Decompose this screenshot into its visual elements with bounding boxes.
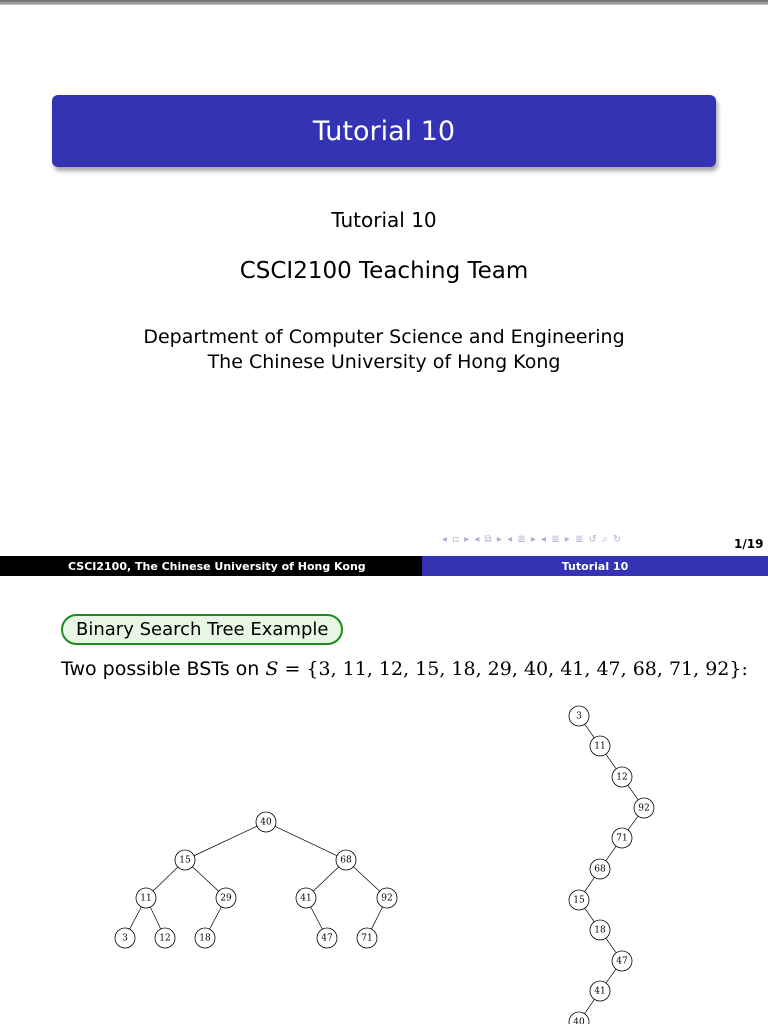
skewed-bst-node-label: 92 [638,803,650,814]
skewed-bst-node-label: 41 [594,986,606,997]
skewed-bst-edge-s68-s15 [585,877,595,891]
balanced-bst-node-3 [115,928,135,948]
balanced-bst-node-12 [155,928,175,948]
skewed-bst-node-label: 11 [594,741,606,752]
skewed-bst-node-label: 40 [573,1017,585,1024]
author: CSCI2100 Teaching Team [239,258,529,284]
skewed-bst-edge-s92-s71 [628,816,638,830]
balanced-bst-edge-b41-b47 [311,907,323,929]
department: Department of Computer Science and Engineering [143,326,625,348]
skewed-bst-edge-s71-s68 [606,846,616,861]
skewed-bst-node-15 [569,890,589,910]
page-number: 1/19 [734,537,764,551]
balanced-bst-node-11 [136,888,156,908]
footer-right: Tutorial 10 [422,556,768,576]
skewed-bst-edge-s18-s47 [606,938,616,953]
skewed-bst-node-label: 18 [594,925,606,936]
navigation-symbols[interactable]: ◂ ▫ ▸ ◂ ⧉ ▸ ◂ ≣ ▸ ◂ ≣ ▸ ≣ ↺ ⌕ ↻ [442,534,623,545]
skewed-bst-edge-s15-s18 [585,908,595,922]
balanced-bst-node-label: 40 [260,817,272,828]
balanced-bst-edge-b15-b29 [192,867,218,891]
footer-left: CSCI2100, The Chinese University of Hong Kong [0,556,422,576]
skewed-bst-edge-s11-s12 [606,754,616,769]
balanced-bst-edge-b68-b92 [353,867,379,891]
skewed-bst-node-3 [569,706,589,726]
balanced-bst-node-68 [336,850,356,870]
balanced-bst-node-41 [296,888,316,908]
skewed-bst-node-label: 68 [594,864,606,875]
skewed-bst-node-label: 71 [616,833,628,844]
skewed-bst-node-40 [569,1012,589,1024]
skewed-bst-node-47 [612,951,632,971]
balanced-bst-node-label: 29 [220,893,232,904]
skewed-bst-node-68 [590,859,610,879]
balanced-bst-node-label: 3 [122,933,128,944]
balanced-bst-node-92 [377,888,397,908]
balanced-bst-edge-b11-b3 [130,907,142,929]
balanced-bst-node-label: 15 [179,855,191,866]
skewed-bst-node-92 [634,798,654,818]
skewed-bst-edge-s41-s40 [585,999,595,1013]
skewed-bst-edge-s3-s11 [585,724,595,738]
balanced-bst-node-label: 92 [381,893,393,904]
balanced-bst-edge-b40-b68 [275,826,337,855]
balanced-bst-node-40 [256,812,276,832]
balanced-bst-node-29 [216,888,236,908]
balanced-bst-node-label: 11 [140,893,152,904]
skewed-bst-node-label: 12 [616,772,628,783]
set-expression: = {3, 11, 12, 15, 18, 29, 40, 41, 47, 68, 71, 92}: [278,658,748,680]
balanced-bst-node-label: 18 [199,933,211,944]
skewed-bst-node-41 [590,981,610,1001]
block-title: Binary Search Tree Example [61,614,343,645]
skewed-bst-node-label: 47 [616,956,628,967]
skewed-bst-edge-s47-s41 [606,969,616,983]
balanced-bst-node-label: 12 [159,933,171,944]
balanced-bst-node-label: 47 [321,933,333,944]
subtitle: Tutorial 10 [331,208,437,232]
skewed-bst-node-11 [590,736,610,756]
balanced-bst-node-15 [175,850,195,870]
balanced-bst-edge-b92-b71 [371,907,382,929]
balanced-bst-node-label: 71 [361,933,373,944]
skewed-bst-node-18 [590,920,610,940]
skewed-bst-node-label: 15 [573,895,585,906]
skewed-bst-node-12 [612,767,632,787]
balanced-bst-node-label: 68 [340,855,352,866]
university: The Chinese University of Hong Kong [207,351,561,373]
set-symbol: S [265,658,279,680]
skewed-bst-node-71 [612,828,632,848]
skewed-bst-edge-s12-s92 [628,785,638,800]
balanced-bst-node-47 [317,928,337,948]
balanced-bst-node-18 [195,928,215,948]
balanced-bst-edge-b11-b12 [150,907,160,929]
balanced-bst-edge-b15-b11 [153,867,178,891]
balanced-bst-edge-b40-b15 [194,826,257,856]
balanced-bst-node-71 [357,928,377,948]
balanced-bst-node-label: 41 [300,893,312,904]
balanced-bst-edge-b29-b18 [210,907,222,929]
intro-prefix: Two possible BSTs on [61,658,266,680]
balanced-bst-edge-b68-b41 [313,867,339,891]
slide-title-text: Tutorial 10 [312,115,456,147]
skewed-bst-node-label: 3 [576,711,582,722]
